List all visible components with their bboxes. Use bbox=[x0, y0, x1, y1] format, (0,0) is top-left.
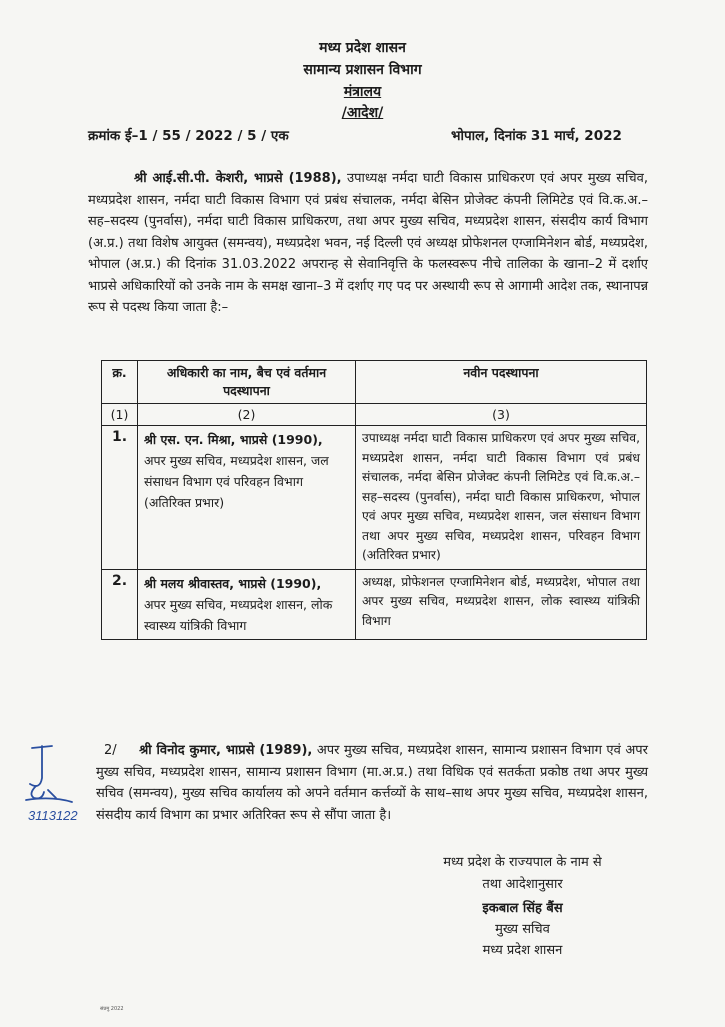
column-number-1: (1) bbox=[102, 404, 138, 426]
column-number-3: (3) bbox=[356, 404, 647, 426]
officer-current-posting: अपर मुख्य सचिव, मध्यप्रदेश शासन, लोक स्वास्थ्य यांत्रिकी विभाग bbox=[144, 596, 333, 633]
order-paragraph-2 bbox=[96, 740, 648, 826]
row-serial: 2. bbox=[102, 569, 138, 639]
signatory-name: इकबाल सिंह बैंस bbox=[482, 901, 563, 916]
row-new-posting: अध्यक्ष, प्रोफेशनल एग्जामिनेशन बोर्ड, मध्यप्रदेश, भोपाल तथा अपर मुख्य सचिव, मध्यप्रदेश शासन, लोक स्वास्थ्य यांत्रिकी विभाग bbox=[356, 569, 647, 639]
table-column-number-row bbox=[102, 404, 647, 426]
column-header-new-posting: नवीन पदस्थापना bbox=[356, 361, 647, 404]
column-header-serial: क्र. bbox=[102, 361, 138, 404]
order-paragraph-1-text: उपाध्यक्ष नर्मदा घाटी विकास प्राधिकरण एवं अपर मुख्य सचिव, मध्यप्रदेश शासन, नर्मदा घाटी विकास विभाग एवं प्रबंध संचालक, नर्मदा बेसिन प्रोजेक्ट कंपनी लिमिटेड एवं वि.क.अ.–सह–सदस्य (पुनर्वास), नर्मदा घाटी विकास प्राधिकरण, तथा अपर मुख्य सचिव, मध्यप्रदेश शासन, संसदीय कार्य विभाग (अ.प्र.) तथा विशेष आयुक्त (समन्वय), मध्यप्रदेश भवन, नई दिल्ली एवं अध्यक्ष प्रोफेशनल एग्जामिनेशन बोर्ड, मध्यप्रदेश, भोपाल (अ.प्र.) की दिनांक 31.03.2022 अपरान्ह से सेवानिवृत्ति के फलस्वरूप नीचे तालिका के खाना–2 में दर्शाए भाप्रसे अधिकारियों को उनके नाम के समक्ष खाना–3 में दर्शाए गए पद पर अस्थायी रूप से आगामी आदेश तक, स्थानापन्न रूप से पदस्थ किया जाता है:– bbox=[88, 171, 648, 315]
header-ministry: मंत्रालय bbox=[343, 84, 382, 100]
officer-current-posting: अपर मुख्य सचिव, मध्यप्रदेश शासन, जल संसाधन विभाग एवं परिवहन विभाग (अतिरिक्त प्रभार) bbox=[144, 453, 329, 510]
print-code: संप्रमु 2022 bbox=[100, 1006, 124, 1012]
handwritten-date: 3113122 bbox=[28, 808, 78, 823]
signature-authority-line: मध्य प्रदेश के राज्यपाल के नाम से bbox=[443, 855, 602, 870]
officer-name: श्री एस. एन. मिश्रा, भाप्रसे (1990), bbox=[144, 432, 323, 447]
column-number-2: (2) bbox=[138, 404, 356, 426]
column-header-officer: अधिकारी का नाम, बैच एवं वर्तमान पदस्थापना bbox=[138, 361, 356, 404]
retiring-officer-name: श्री आई.सी.पी. केशरी, भाप्रसे (1988), bbox=[134, 171, 342, 186]
table-header-row bbox=[102, 361, 647, 404]
additional-charge-officer-name: श्री विनोद कुमार, भाप्रसे (1989), bbox=[139, 743, 313, 758]
signatory-office: मध्य प्रदेश शासन bbox=[482, 943, 563, 958]
paragraph-2-number: 2/ bbox=[104, 743, 117, 758]
row-new-posting: उपाध्यक्ष नर्मदा घाटी विकास प्राधिकरण एवं अपर मुख्य सचिव, मध्यप्रदेश शासन, नर्मदा घाटी विकास विभाग एवं प्रबंध संचालक, नर्मदा बेसिन प्रोजेक्ट कंपनी लिमिटेड एवं वि.क.अ.–सह–सदस्य (पुनर्वास), नर्मदा घाटी विकास प्राधिकरण, भोपाल एवं अपर मुख्य सचिव, मध्यप्रदेश शासन, जल संसाधन विभाग तथा अपर मुख्य सचिव, मध्यप्रदेश शासन, परिवहन विभाग (अतिरिक्त प्रभार) bbox=[356, 426, 647, 570]
officer-name: श्री मलय श्रीवास्तव, भाप्रसे (1990), bbox=[144, 575, 322, 591]
header-department: सामान्य प्रशासन विभाग bbox=[303, 62, 422, 78]
handwritten-annotation bbox=[22, 740, 92, 830]
row-officer bbox=[138, 569, 356, 639]
row-serial: 1. bbox=[102, 426, 138, 570]
order-place-date: भोपाल, दिनांक 31 मार्च, 2022 bbox=[451, 128, 622, 144]
order-paragraph-1 bbox=[88, 168, 648, 319]
table-row bbox=[102, 569, 647, 639]
order-number: क्रमांक ई–1 / 55 / 2022 / 5 / एक bbox=[88, 128, 289, 144]
signatory-designation: मुख्य सचिव bbox=[495, 922, 550, 937]
order-paragraph-2-text: अपर मुख्य सचिव, मध्यप्रदेश शासन, सामान्य प्रशासन विभाग एवं अपर मुख्य सचिव, मध्यप्रदेश शासन, सामान्य प्रशासन विभाग (मा.अ.प्र.) तथा विधिक एवं सतर्कता प्रकोष्ठ तथा अपर मुख्य सचिव (समन्वय), मुख्य सचिव कार्यालय को अपने वर्तमान कर्त्तव्यों के साथ–साथ अपर मुख्य सचिव, मध्यप्रदेश शासन, संसदीय कार्य विभाग का प्रभार अतिरिक्त रूप से सौंपा जाता है। bbox=[96, 743, 648, 823]
header-state: मध्य प्रदेश शासन bbox=[319, 40, 406, 56]
table-row bbox=[102, 426, 647, 570]
posting-table bbox=[101, 360, 647, 640]
row-officer bbox=[138, 426, 356, 570]
signature-order-line: तथा आदेशानुसार bbox=[482, 877, 563, 892]
header-order: /आदेश/ bbox=[341, 105, 384, 121]
